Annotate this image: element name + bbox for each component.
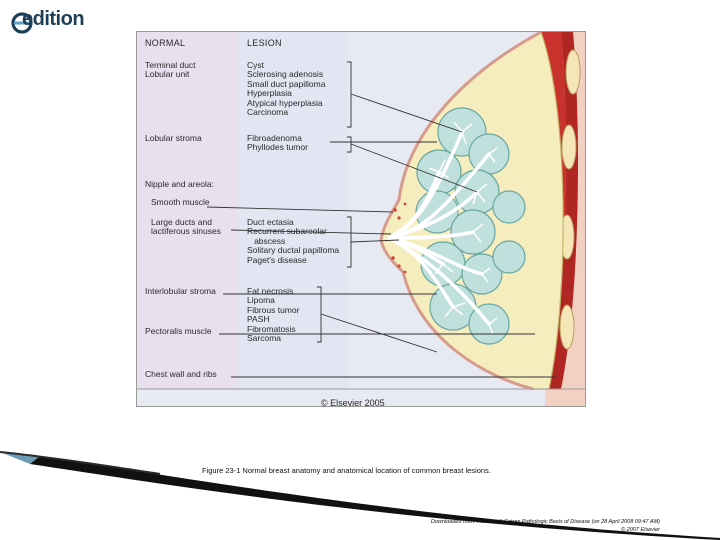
figure-copyright: © Elsevier 2005 xyxy=(321,398,385,407)
label-interlobular-stroma: Interlobular stroma xyxy=(145,286,216,296)
breast-anatomy-figure xyxy=(136,31,586,407)
logo-text: edition xyxy=(22,8,85,30)
label-terminal-duct-lobular-unit: Terminal duct Lobular unit xyxy=(145,60,196,80)
source-line-2: © 2007 Elsevier xyxy=(621,527,660,533)
label-nipple-and-areola: Nipple and areola: xyxy=(145,179,214,189)
source-citation xyxy=(320,518,660,534)
lesion-group-large-ducts: Duct ectasia Recurrent subareolar abscess Solitary ductal papilloma Paget's disease xyxy=(247,217,340,265)
label-lobular-stroma: Lobular stroma xyxy=(145,133,202,143)
lesion-group-tdlu: Cyst Sclerosing adenosis Small duct papilloma Hyperplasia Atypical hyperplasia Carcinoma xyxy=(247,60,326,118)
lesion-header: LESION xyxy=(247,38,282,48)
label-pectoralis-muscle: Pectoralis muscle xyxy=(145,326,212,336)
normal-header: NORMAL xyxy=(145,38,186,48)
source-line-1: Downloaded from: Robbins & Cotran Pathologic Basis of Disease (on 28 April 2008 09:47 AM) xyxy=(430,519,660,525)
label-chest-wall-and-ribs: Chest wall and ribs xyxy=(145,369,217,379)
lesion-group-lobular-stroma: Fibroadenoma Phyllodes tumor xyxy=(247,133,308,153)
lesion-group-interlobular-stroma: Fat necrosis Lipoma Fibrous tumor PASH Fibromatosis Sarcoma xyxy=(247,286,300,344)
figure-caption: Figure 23-1 Normal breast anatomy and anatomical location of common breast lesions. xyxy=(202,466,491,475)
label-large-ducts: Large ducts and lactiferous sinuses xyxy=(151,217,221,237)
label-smooth-muscle: Smooth muscle xyxy=(151,197,210,207)
